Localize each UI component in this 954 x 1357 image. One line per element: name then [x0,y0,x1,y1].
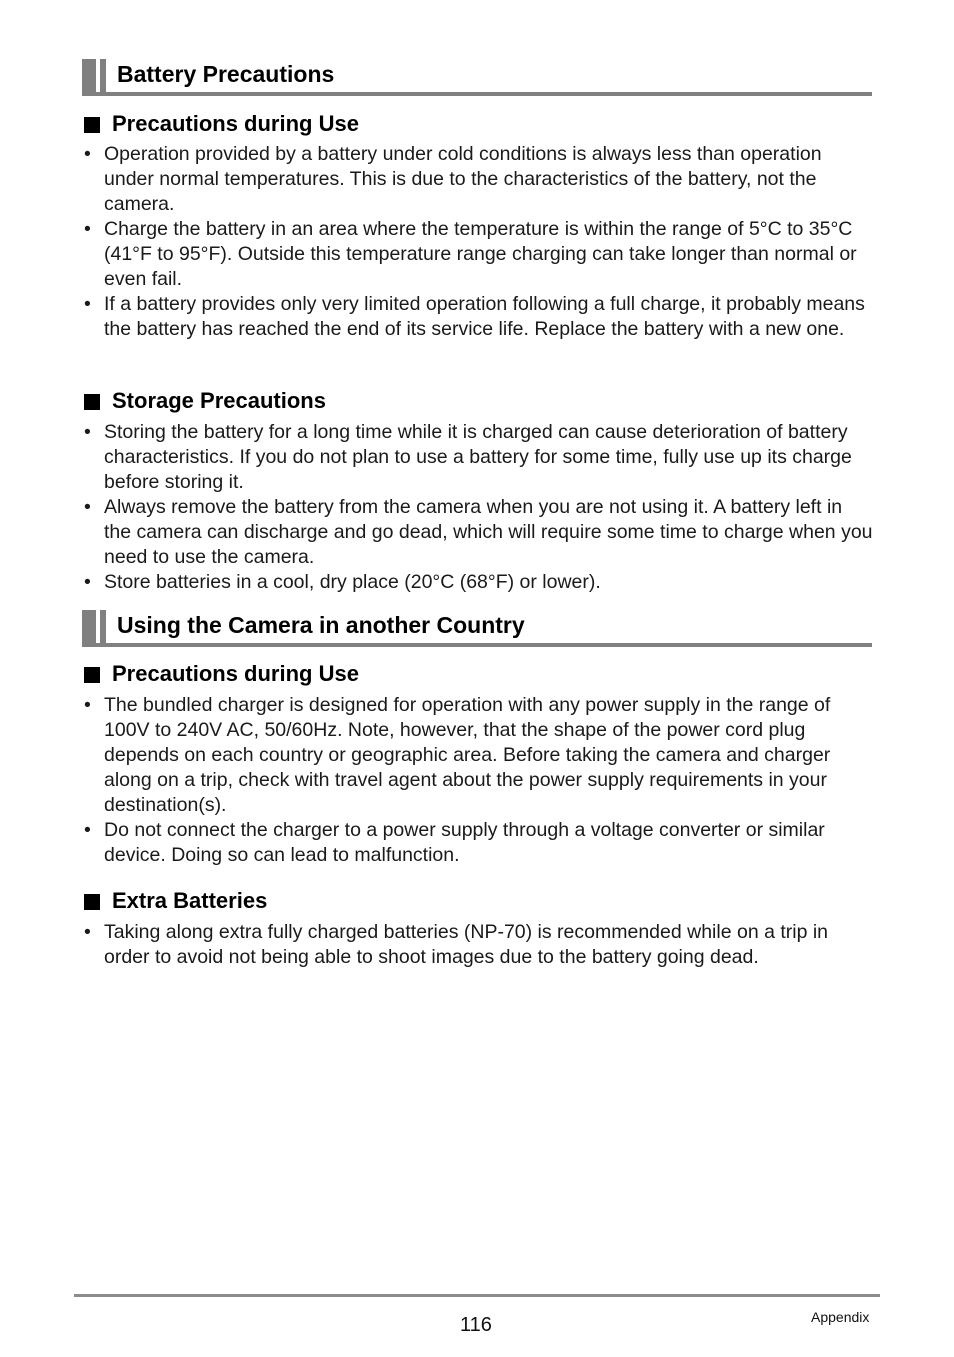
square-bullet-icon [84,117,100,133]
section-heading [82,610,872,650]
bullet-list [84,420,874,595]
page-number: 116 [460,1314,492,1336]
list-item [84,920,874,970]
list-item [84,217,874,292]
bullet-dot: • [84,496,91,518]
section-title: Using the Camera in another Country [117,612,525,638]
bullet-dot: • [84,421,91,443]
subsection-title: Precautions during Use [112,661,359,686]
bullet-list [84,142,874,342]
list-item-text: Always remove the battery from the camera when you are not using it. A battery left in the camera can discharge and go dead, which will require some time to charge when you need to use the camera. [104,496,873,568]
bullet-dot: • [84,694,91,716]
heading-rule [82,92,872,96]
bullet-list [84,920,874,970]
list-item-text: Store batteries in a cool, dry place (20°C (68°F) or lower). [104,571,601,593]
section-heading [82,59,872,99]
chapter-label: Appendix [811,1309,870,1325]
subsection-title: Storage Precautions [112,388,326,413]
list-item-text: If a battery provides only very limited operation following a full charge, it probably means the battery has reached the end of its service life. Replace the battery with a new one. [104,293,865,340]
subsection-title: Precautions during Use [112,111,359,136]
list-item-text: Charge the battery in an area where the temperature is within the range of 5°C to 35°C (41°F to 95°F). Outside this temperature range charging can take longer than normal or even fail. [104,218,857,290]
heading-marker [100,610,106,646]
bullet-dot: • [84,571,91,593]
section-title: Battery Precautions [117,61,335,87]
list-item [84,570,874,595]
list-item [84,693,874,818]
bullet-dot: • [84,819,91,841]
square-bullet-icon [84,667,100,683]
subsection-title: Extra Batteries [112,888,268,913]
bullet-dot: • [84,143,91,165]
list-item [84,292,874,342]
list-item [84,818,874,868]
heading-rule [82,643,872,647]
square-bullet-icon [84,894,100,910]
heading-marker [100,59,106,95]
list-item-text: The bundled charger is designed for operation with any power supply in the range of 100V to 240V AC, 50/60Hz. Note, however, that the shape of the power cord plug depends on each country or geographic area. Before taking the camera and charger along on a trip, check with travel agent about the power supply requirements in your destination(s). [104,694,831,816]
list-item-text: Do not connect the charger to a power supply through a voltage converter or similar device. Doing so can lead to malfunction. [104,819,825,866]
bullet-dot: • [84,293,91,315]
list-item-text: Storing the battery for a long time while it is charged can cause deterioration of battery characteristics. If you do not plan to use a battery for some time, fully use up its charge before storing it. [104,421,852,493]
heading-marker [82,59,96,95]
list-item-text: Taking along extra fully charged batteries (NP-70) is recommended while on a trip in order to avoid not being able to shoot images due to the battery going dead. [104,921,829,968]
heading-marker [82,610,96,646]
bullet-dot: • [84,921,91,943]
bullet-list [84,693,874,868]
list-item [84,142,874,217]
list-item [84,420,874,495]
footer-rule [74,1294,880,1297]
bullet-dot: • [84,218,91,240]
square-bullet-icon [84,394,100,410]
list-item-text: Operation provided by a battery under cold conditions is always less than operation under normal temperatures. This is due to the characteristics of the battery, not the camera. [104,143,822,215]
list-item [84,495,874,570]
